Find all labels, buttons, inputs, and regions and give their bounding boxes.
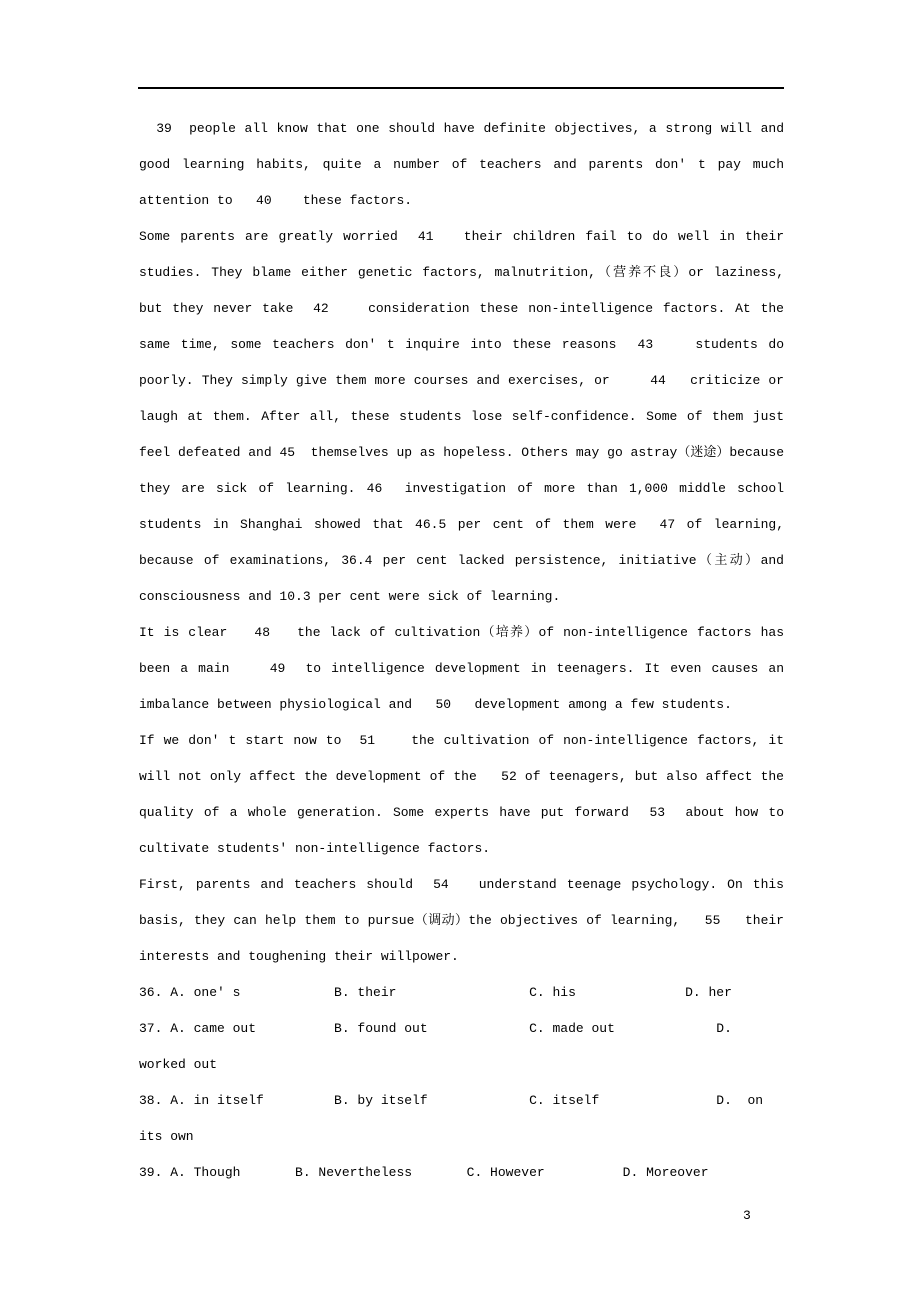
passage-paragraph-5: First, parents and teachers should 54 understand teenage psychology. On this basis, they can help them to pursue（调动）the objectives of learning, 55 their interests and toughening their willpower.: [139, 877, 792, 964]
question-38-options: 38. A. in itself B. by itself C. itself D. on: [139, 1093, 764, 1108]
question-36-options: 36. A. one' s B. their C. his D. her: [139, 985, 732, 1000]
question-38-options-overflow: its own: [139, 1129, 194, 1144]
passage-paragraph-1: 39 people all know that one should have definite objectives, a strong will and good learning habits, quite a number of teachers and parents don' t pay much attention to 40 these factors.: [139, 121, 792, 208]
question-39-options: 39. A. Though B. Nevertheless C. However D. Moreover: [139, 1165, 709, 1180]
document-body: [139, 111, 792, 1191]
page-number: 3: [743, 1208, 751, 1223]
passage-paragraph-3: It is clear 48 the lack of cultivation（培养）of non-intelligence factors has been a main 49 to intelligence development in teenagers. It even causes an imbalance between physiological and 50 development among a few students.: [139, 625, 792, 712]
header-rule: [138, 87, 784, 89]
question-37-options: 37. A. came out B. found out C. made out D.: [139, 1021, 732, 1036]
question-37-options-overflow: worked out: [139, 1057, 218, 1072]
passage-paragraph-4: If we don' t start now to 51 the cultivation of non-intelligence factors, it will not only affect the development of the 52 of teenagers, but also affect the quality of a whole generation. Some experts have put forward 53 about how to cultivate students' non-intelligence factors.: [139, 733, 792, 856]
passage-paragraph-2: Some parents are greatly worried 41 their children fail to do well in their studies. They blame either genetic factors, malnutrition,（营养不良）or laziness, but they never take 42 consideration these non-intelligence factors. At the same time, some teachers don' t inquire into these reasons 43 students do poorly. They simply give them more courses and exercises, or 44 criticize or laugh at them. After all, these students lose self-confidence. Some of them just feel defeated and 45 themselves up as hopeless. Others may go astray（迷途）because they are sick of learning. 46 investigation of more than 1,000 middle school students in Shanghai showed that 46.5 per cent of them were 47 of learning, because of examinations, 36.4 per cent lacked persistence, initiative（主动）and consciousness and 10.3 per cent were sick of learning.: [139, 229, 792, 604]
